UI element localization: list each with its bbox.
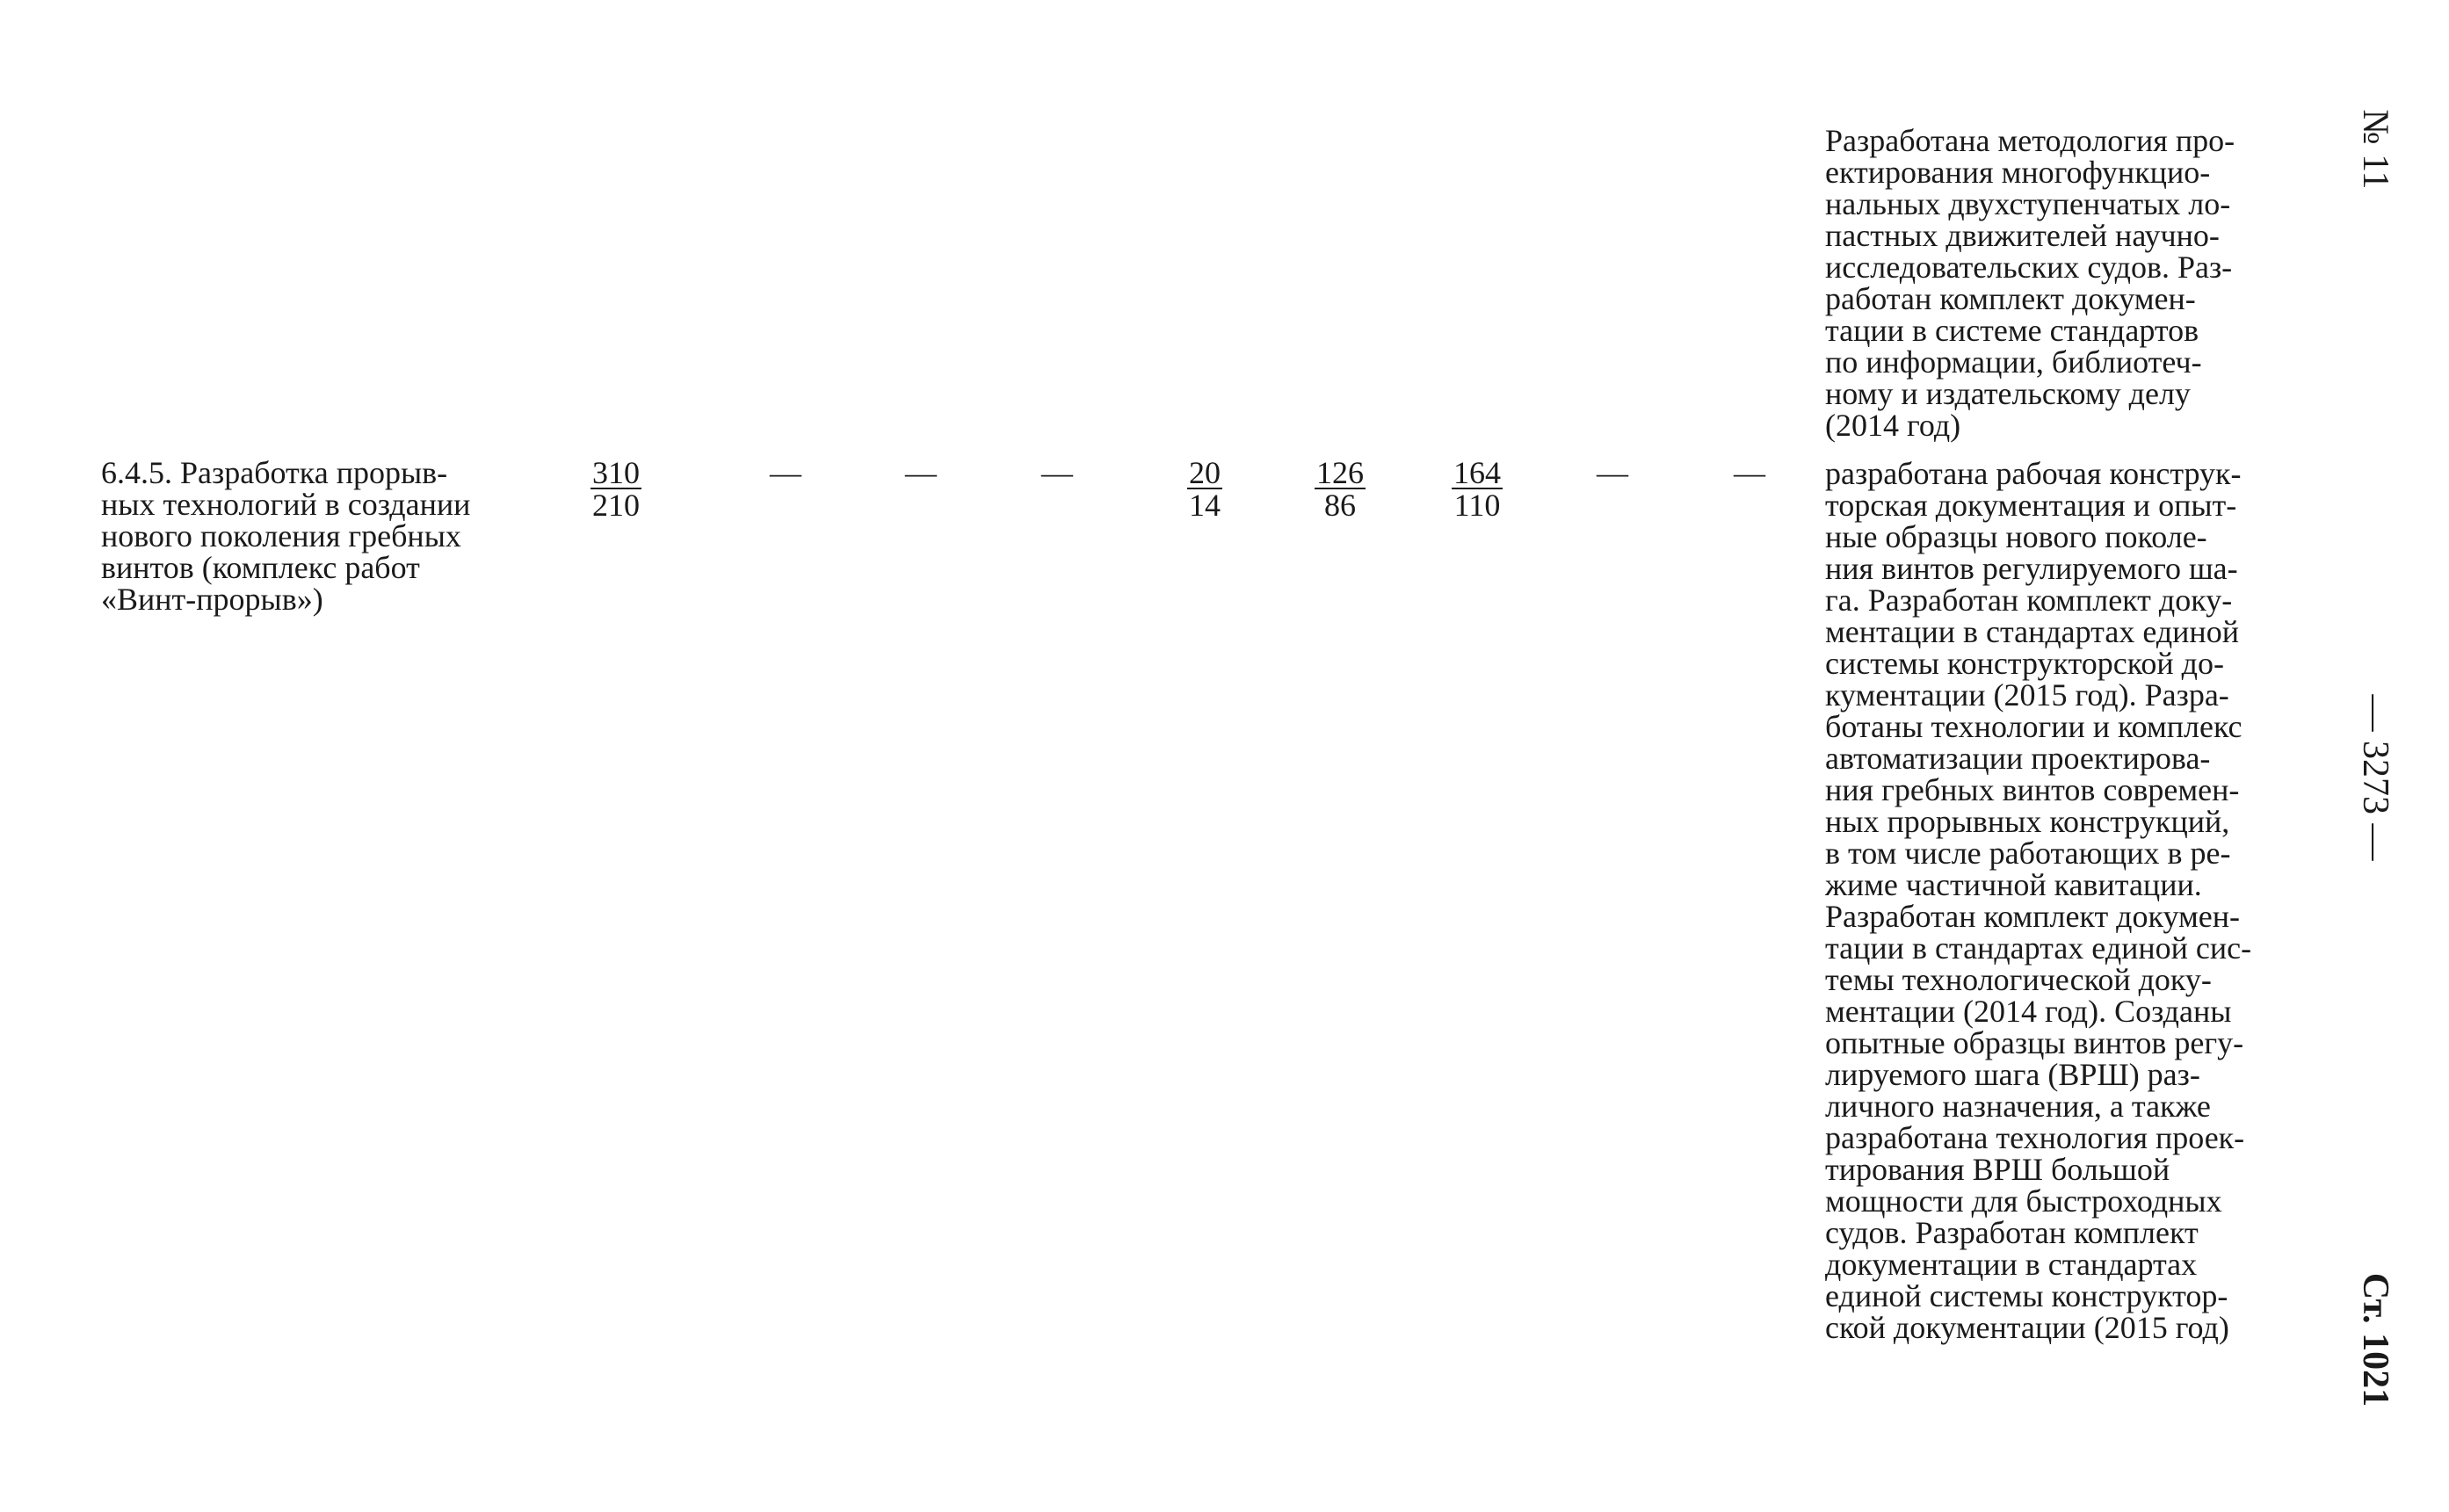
issue-number: № 11 [2354, 109, 2395, 190]
text-line: винтов (комплекс работ [101, 550, 420, 585]
text-line: в том числе работающих в ре- [1825, 836, 2231, 871]
text-line: тирования ВРШ большой [1825, 1152, 2170, 1187]
text-line: ментации (2014 год). Созданы [1825, 994, 2232, 1029]
text-line: Разработана методология про- [1825, 123, 2235, 158]
text-line: документации в стандартах [1825, 1247, 2198, 1282]
text-line: тации в системе стандартов [1825, 313, 2199, 348]
fraction-numerator: 164 [1453, 455, 1501, 490]
col-5-fraction [1156, 457, 1253, 521]
row-result [1825, 458, 2295, 1343]
text-line: «Винт-прорыв») [101, 582, 323, 617]
text-line: работан комплект докумен- [1825, 281, 2196, 316]
text-line: Разработан комплект докумен- [1825, 899, 2241, 934]
fraction-denominator: 14 [1189, 488, 1221, 523]
fraction-denominator: 86 [1324, 488, 1356, 523]
article-number: Ст. 1021 [2354, 1272, 2395, 1407]
total-fraction [568, 457, 664, 521]
fraction-numerator: 310 [592, 455, 640, 490]
text-line: ных прорывных конструкций, [1825, 804, 2230, 839]
text-line: нового поколения гребных [101, 518, 461, 553]
col-8-dash: — [1597, 455, 1628, 490]
fraction-numerator: 20 [1189, 455, 1221, 490]
text-line: лируемого шага (ВРШ) раз- [1825, 1057, 2200, 1092]
text-line: ному и издательскому делу [1825, 376, 2191, 411]
text-line: ных технологий в создании [101, 487, 471, 522]
fraction-denominator: 110 [1453, 488, 1501, 523]
col-7-fraction [1429, 457, 1525, 521]
text-line: личного назначения, а также [1825, 1089, 2211, 1124]
text-line: га. Разработан комплект доку- [1825, 582, 2233, 618]
fraction-denominator: 210 [592, 488, 640, 523]
text-line: нальных двухступенчатых ло- [1825, 186, 2231, 221]
text-line: тации в стандартах единой сис- [1825, 930, 2252, 966]
text-line: кументации (2015 год). Разра- [1825, 677, 2229, 713]
text-line: разработана технология проек- [1825, 1120, 2245, 1155]
text-line: ния гребных винтов современ- [1825, 772, 2240, 807]
col-2-dash: — [770, 455, 801, 490]
text-line: ской документации (2015 год) [1825, 1310, 2229, 1345]
text-line: опытные образцы винтов регу- [1825, 1025, 2244, 1060]
text-line: пастных движителей научно- [1825, 218, 2220, 253]
text-line: автоматизации проектирова- [1825, 741, 2211, 776]
text-line: мощности для быстроходных [1825, 1183, 2222, 1219]
row-title [101, 457, 505, 615]
running-header [2311, 0, 2438, 1512]
text-line: темы технологической доку- [1825, 962, 2212, 997]
page-number: — 3273 — [2354, 694, 2395, 861]
text-line: ментации в стандартах единой [1825, 614, 2239, 649]
text-line: 6.4.5. Разработка прорыв- [101, 455, 448, 490]
text-line: исследовательских судов. Раз- [1825, 250, 2233, 285]
text-line: жиме частичной кавитации. [1825, 867, 2202, 902]
text-line: системы конструкторской до- [1825, 646, 2224, 681]
col-6-fraction [1292, 457, 1388, 521]
fraction-numerator: 126 [1316, 455, 1364, 490]
text-line: ектирования многофункцио- [1825, 155, 2211, 190]
text-line: ные образцы нового поколе- [1825, 519, 2207, 554]
previous-row-result [1825, 125, 2295, 441]
text-line: единой системы конструктор- [1825, 1278, 2228, 1313]
text-line: по информации, библиотеч- [1825, 344, 2202, 380]
col-4-dash: — [1041, 455, 1073, 490]
text-line: судов. Разработан комплект [1825, 1215, 2199, 1250]
col-9-dash: — [1734, 455, 1765, 490]
text-line: ботаны технологии и комплекс [1825, 709, 2243, 744]
col-3-dash: — [905, 455, 937, 490]
text-line: ния винтов регулируемого ша- [1825, 551, 2238, 586]
text-line: (2014 год) [1825, 408, 1961, 443]
text-line: торская документация и опыт- [1825, 488, 2237, 523]
text-line: разработана рабочая конструк- [1825, 456, 2242, 491]
